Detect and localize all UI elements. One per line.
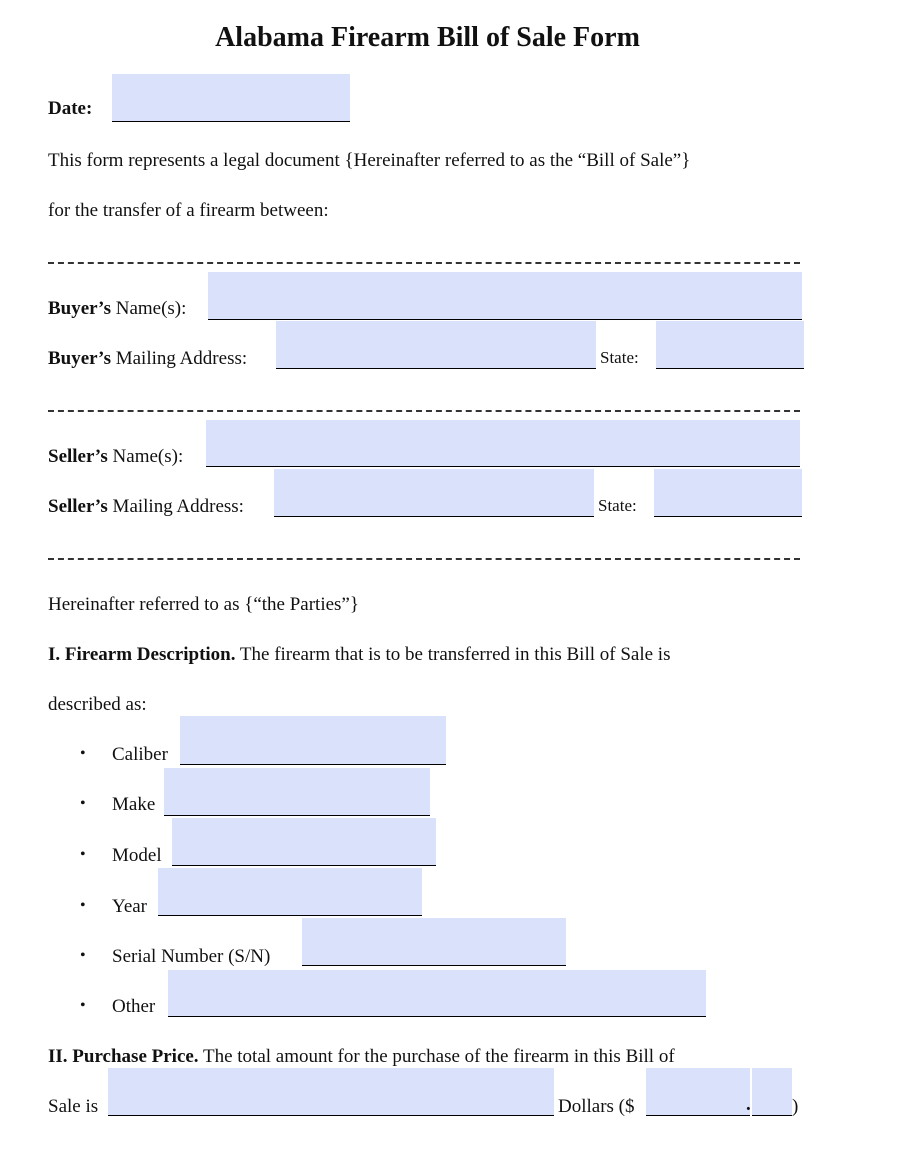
model-label: Model xyxy=(112,845,162,866)
bullet-model: • xyxy=(80,846,86,863)
date-label: Date: xyxy=(48,98,93,119)
buyer-state-label: State: xyxy=(600,348,639,367)
bullet-caliber: • xyxy=(80,745,86,762)
other-label: Other xyxy=(112,996,156,1017)
separator-dashes xyxy=(48,262,800,264)
intro-text-line2: for the transfer of a firearm between: xyxy=(48,200,329,221)
parties-text: Hereinafter referred to as {“the Parties”} xyxy=(48,594,359,615)
seller-name-label: Seller’s Name(s): xyxy=(48,446,184,467)
serial-number-label: Serial Number (S/N) xyxy=(112,946,271,967)
buyer-address-label: Buyer’s Mailing Address: xyxy=(48,348,248,369)
decimal-point: . xyxy=(746,1094,751,1115)
buyer-name-field[interactable] xyxy=(208,272,802,320)
make-label: Make xyxy=(112,794,156,815)
make-field[interactable] xyxy=(164,768,430,816)
dollars-label: Dollars ($ xyxy=(558,1096,635,1117)
section1-paragraph: I. Firearm Description. The firearm that is to be transferred in this Bill of Sale is xyxy=(48,644,671,665)
model-field[interactable] xyxy=(172,818,436,866)
price-cents-field[interactable] xyxy=(752,1068,792,1116)
buyer-state-field[interactable] xyxy=(656,321,804,369)
close-paren: ) xyxy=(792,1096,799,1117)
price-dollars-field[interactable] xyxy=(646,1068,750,1116)
seller-state-field[interactable] xyxy=(654,469,802,517)
seller-address-label: Seller’s Mailing Address: xyxy=(48,496,244,517)
seller-state-label: State: xyxy=(598,496,637,515)
caliber-field[interactable] xyxy=(180,716,446,765)
date-field[interactable] xyxy=(112,74,350,122)
section1-described-as: described as: xyxy=(48,694,147,715)
form-title: Alabama Firearm Bill of Sale Form xyxy=(215,22,640,53)
separator-dashes xyxy=(48,410,800,412)
year-field[interactable] xyxy=(158,868,422,916)
buyer-name-label: Buyer’s Name(s): xyxy=(48,298,187,319)
other-field[interactable] xyxy=(168,970,706,1017)
bullet-year: • xyxy=(80,897,86,914)
intro-text-line1: This form represents a legal document {Hereinafter referred to as the “Bill of Sale”} xyxy=(48,150,691,171)
bullet-make: • xyxy=(80,795,86,812)
seller-name-field[interactable] xyxy=(206,420,800,467)
separator-dashes xyxy=(48,558,800,560)
sale-is-label: Sale is xyxy=(48,1096,99,1117)
seller-address-field[interactable] xyxy=(274,469,594,517)
caliber-label: Caliber xyxy=(112,744,168,765)
serial-number-field[interactable] xyxy=(302,918,566,966)
year-label: Year xyxy=(112,896,148,917)
section2-paragraph: II. Purchase Price. The total amount for the purchase of the firearm in this Bill of xyxy=(48,1046,675,1067)
price-words-field[interactable] xyxy=(108,1068,554,1116)
bullet-serial-number: • xyxy=(80,947,86,964)
bullet-other: • xyxy=(80,997,86,1014)
buyer-address-field[interactable] xyxy=(276,321,596,369)
